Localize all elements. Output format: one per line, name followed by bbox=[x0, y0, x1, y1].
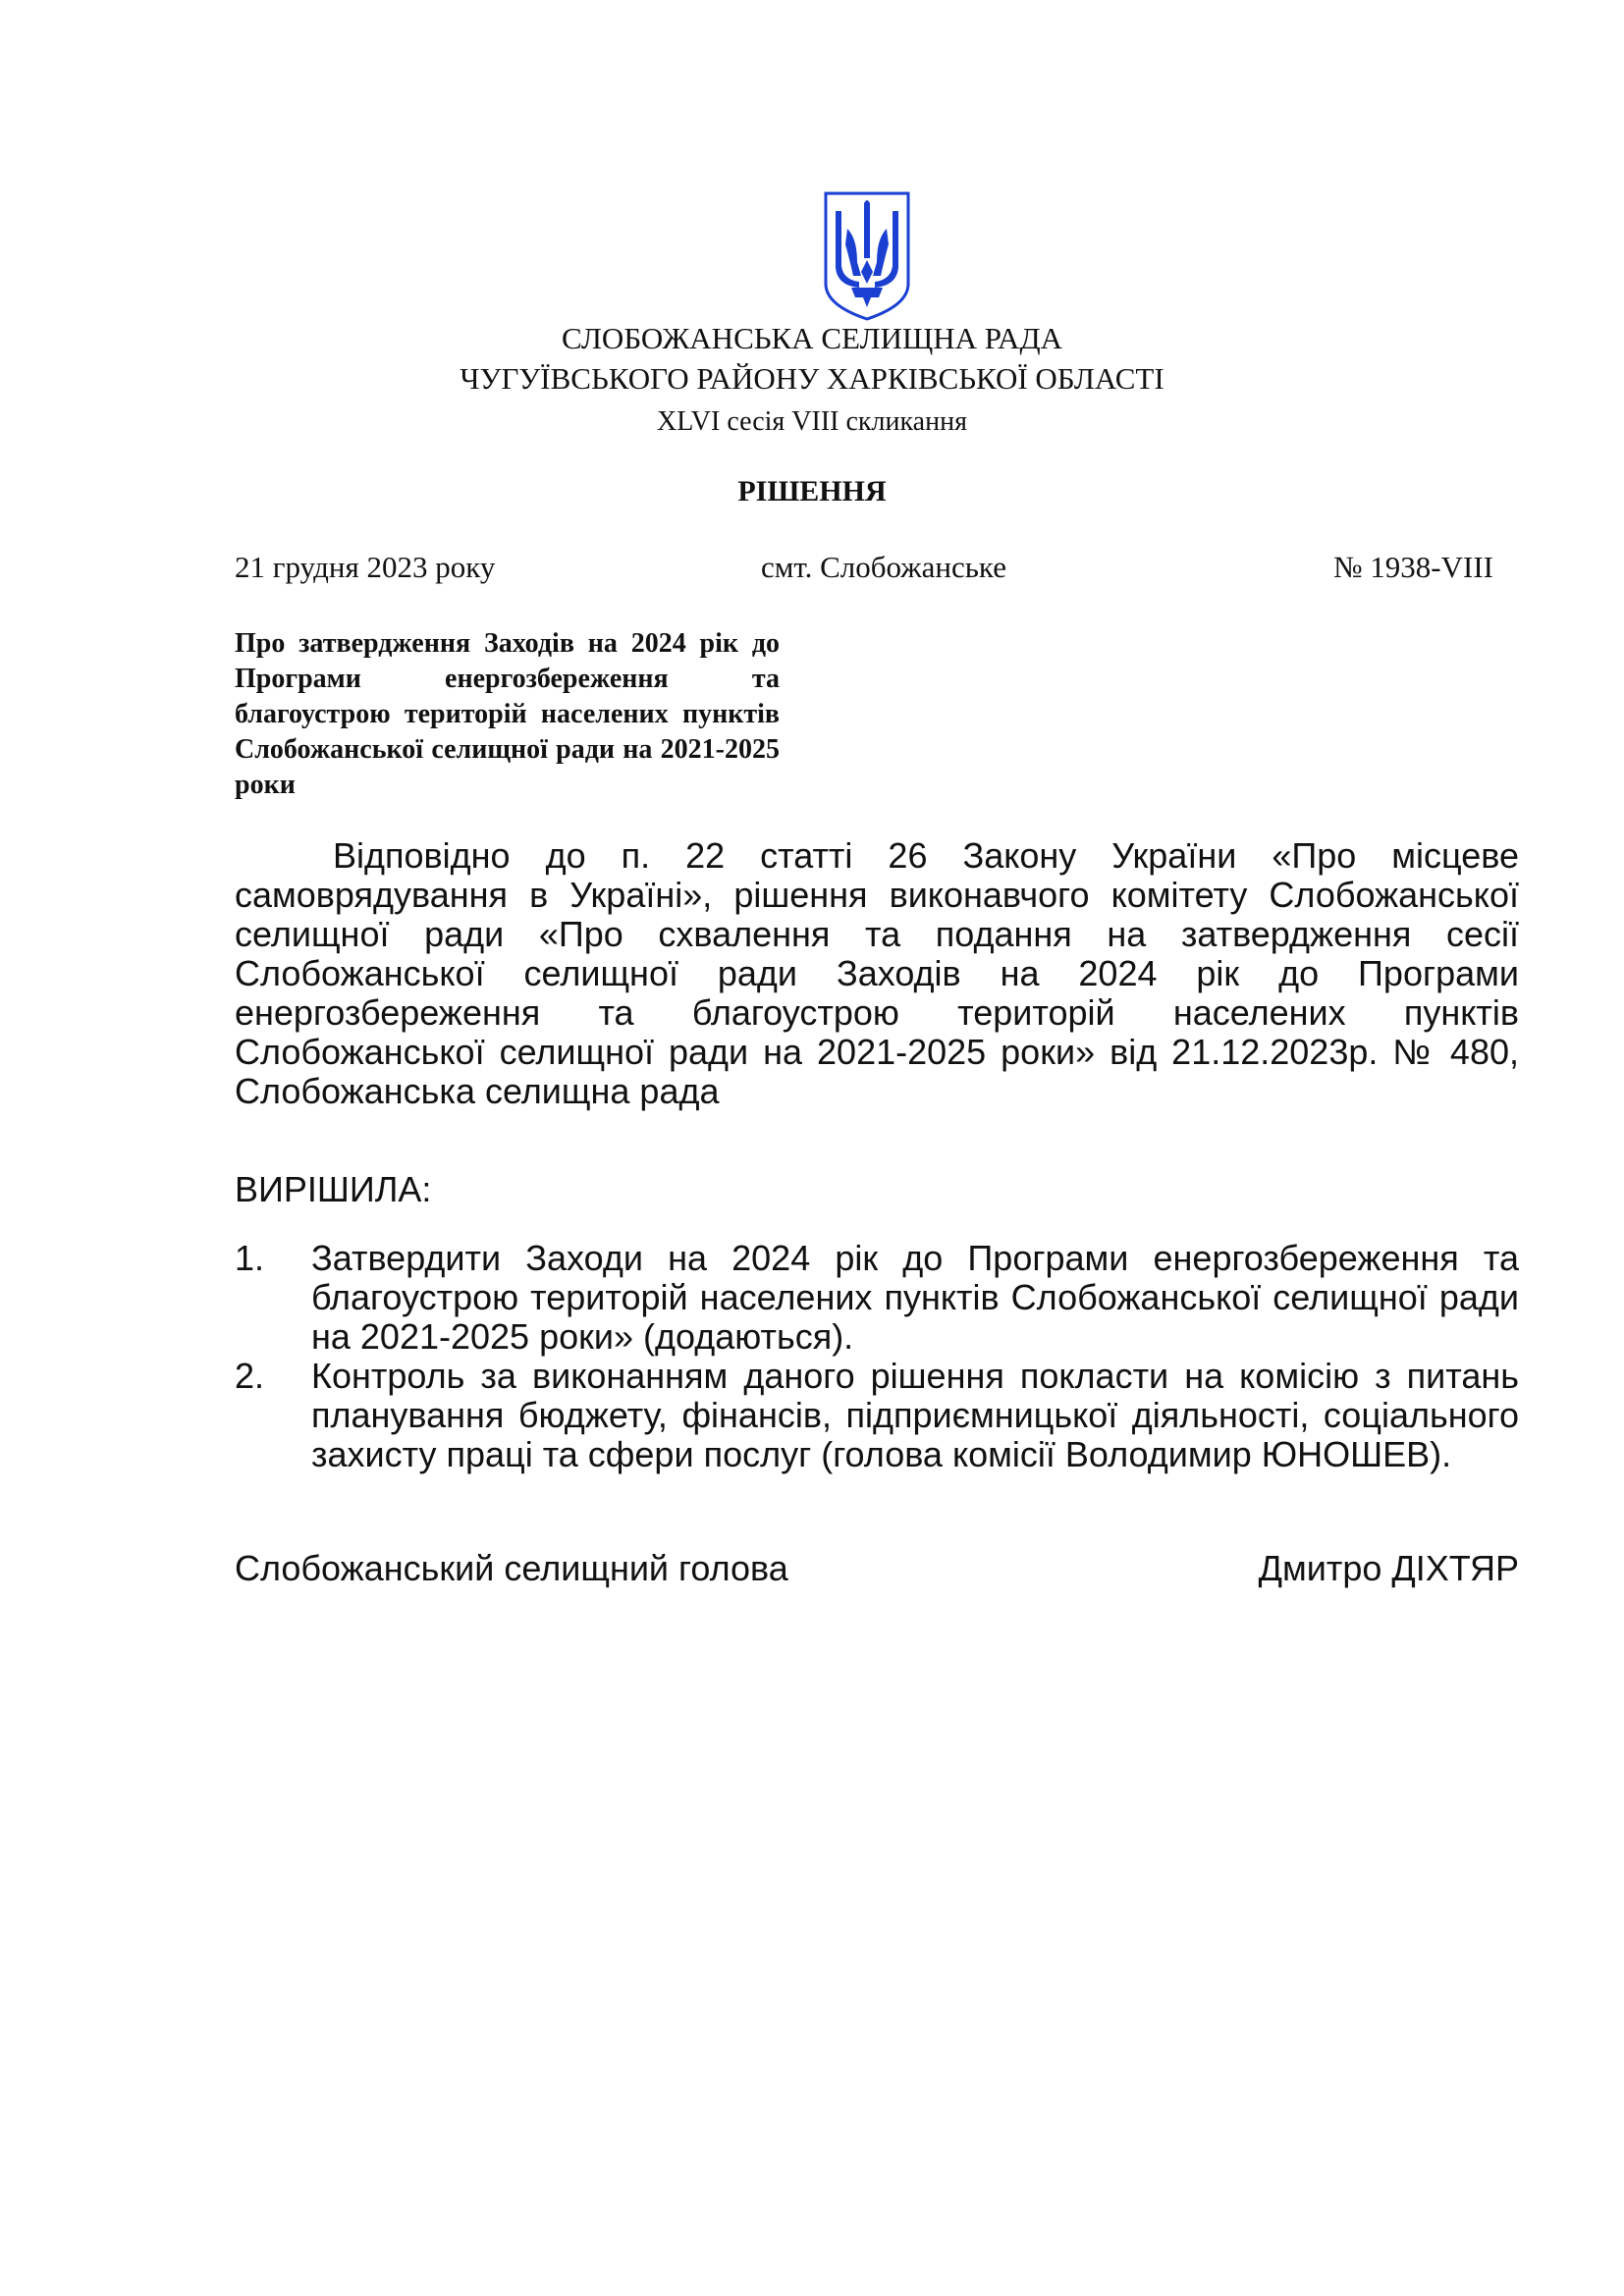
resolution-items bbox=[235, 1239, 1519, 1474]
signatory-name: Дмитро ДІХТЯР bbox=[1258, 1548, 1519, 1588]
document-title: РІШЕННЯ bbox=[737, 475, 887, 507]
decision-subject: Про затвердження Заходів на 2024 рік до Програми енергозбереження та благоустрою територій населених пунктів Слобожанської селищної ради на 2021-2025 роки bbox=[235, 628, 780, 800]
district-name: ЧУГУЇВСЬКОГО РАЙОНУ ХАРКІВСЬКОЇ ОБЛАСТІ bbox=[460, 361, 1164, 396]
item-text: Контроль за виконанням даного рішення покласти на комісію з питань планування бюджету, фінансів, підприємницької діяльності, соціального захисту праці та сфери послуг (голова комісії Володимир ЮНОШЕВ). bbox=[311, 1356, 1519, 1474]
council-name: СЛОБОЖАНСЬКА СЕЛИЩНА РАДА bbox=[562, 321, 1062, 355]
decision-number: № 1938-VIII bbox=[1332, 550, 1493, 584]
item-number: 1. bbox=[235, 1238, 265, 1278]
preamble-paragraph: Відповідно до п. 22 статті 26 Закону України «Про місцеве самоврядування в Україні», рішення виконавчого комітету Слобожанської селищної ради «Про схвалення та подання на затвердження сесії Слобожанської селищної ради Заходів на 2024 рік до Програми енергозбереження та благоустрою територій населених пунктів Слобожанської селищної ради на 2021-2025 роки» від 21.12.2023р. № 480, Слобожанська селищна рада bbox=[235, 835, 1519, 1111]
item-number: 2. bbox=[235, 1356, 265, 1396]
resolved-label: ВИРІШИЛА: bbox=[235, 1169, 432, 1209]
session-label: XLVI сесія VIII скликання bbox=[657, 406, 967, 437]
item-text: Затвердити Заходи на 2024 рік до Програми енергозбереження та благоустрою територій населених пунктів Слобожанської селищної ради на 2021-2025 роки» (додаються). bbox=[311, 1238, 1519, 1357]
decision-place: смт. Слобожанське bbox=[761, 550, 1006, 584]
decision-date: 21 грудня 2023 року bbox=[235, 550, 496, 584]
signatory-position: Слобожанський селищний голова bbox=[235, 1548, 788, 1588]
resolution-item bbox=[235, 1239, 1519, 1357]
resolution-item bbox=[235, 1357, 1519, 1474]
coat-of-arms-icon bbox=[822, 189, 912, 323]
